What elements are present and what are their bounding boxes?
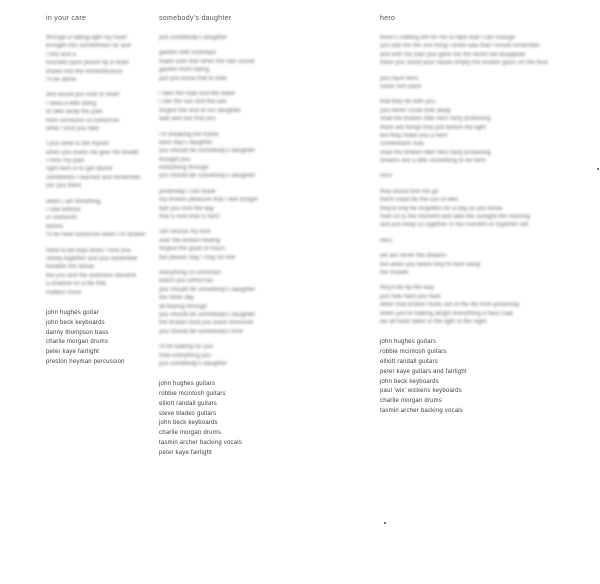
lyric-line: over the broken feeling	[159, 237, 221, 244]
lyric-line: touched upon peace by a heart	[46, 60, 129, 67]
lyric-line: matters more	[46, 289, 82, 296]
lyric-line: I'll be here tomorrow when I'm broken	[46, 232, 146, 239]
lyric-stanza	[159, 49, 339, 83]
credit-line: john beck keyboards	[159, 420, 218, 427]
lyric-line: they'd only be forgotten for a day as you know	[380, 205, 503, 212]
lyric-line: dreams are a little something to be here	[380, 158, 486, 165]
lyric-line: I'll be waiting for you	[159, 344, 214, 351]
lyric-line: when I am breathing	[46, 198, 101, 205]
lyric-line: just somebody's daughter	[159, 35, 228, 41]
lyric-line: I miss my pain	[46, 158, 85, 165]
lyric-line: but they make you a hero	[380, 132, 448, 139]
song-title: in your care	[46, 15, 87, 22]
lyric-line: are you there	[46, 183, 82, 190]
lyric-line: hero	[380, 237, 393, 244]
lyric-line: drawn into the remembrance	[46, 68, 123, 75]
lyric-line: just how hard you hold	[380, 293, 441, 300]
lyric-line: there could be the sun to bed	[380, 197, 458, 204]
lyric-line: make sure that when the rain sound	[159, 58, 255, 65]
lyric-line: everything through	[159, 165, 209, 172]
lyric-stanza	[159, 343, 339, 368]
lyric-line: garden from hiding	[159, 67, 210, 74]
song-title: somebody's daughter	[159, 15, 232, 22]
credit-line: robbie mcintosh guitars	[380, 349, 447, 356]
lyric-line: back day's daughter	[159, 139, 213, 146]
lyric-line: forgive the end of our daughter	[159, 107, 242, 114]
lyric-line: slowly together and you remember	[46, 255, 139, 262]
song-column-hero	[380, 14, 585, 417]
lyric-line: I saw without	[46, 207, 81, 214]
lyric-line: that is love that is hard	[159, 214, 220, 221]
lyric-line: just somebody's daughter	[159, 360, 228, 367]
lyric-line: never turn back	[380, 83, 422, 90]
credit-line: john hughes guitars	[380, 339, 437, 346]
lyric-line: from someone so tomorrow	[46, 117, 120, 124]
credit-line: elliott randall guitars	[159, 400, 217, 407]
credit-line: elliott randall guitars	[380, 358, 438, 365]
credit-line: john beck keyboards	[380, 378, 439, 385]
lyric-line: all tearing through	[159, 303, 208, 310]
lyric-line: everything so uncertain	[159, 269, 222, 276]
credit-line: paul 'wix' wickens keyboards	[380, 388, 462, 395]
lyric-line: but please stay I may be fine	[159, 254, 236, 261]
lyric-line: there are things that just before the light	[380, 124, 486, 131]
lyric-stanza	[159, 188, 339, 222]
credit-line: peter kaye fairlight	[159, 449, 213, 456]
lyric-stanza	[159, 131, 339, 181]
lyric-line: I need a little tiding	[46, 100, 97, 107]
lyric-line: somewhere now	[380, 141, 424, 148]
credit-line: john hughes guitar	[46, 309, 99, 316]
musician-credits	[159, 380, 339, 458]
lyric-line: right here in to get above	[46, 166, 113, 173]
lyric-line: breathe the sense	[46, 264, 95, 271]
lyric-stanza	[380, 237, 585, 245]
lyric-stanza	[380, 75, 585, 92]
lyric-line: you should be somebody's daughter	[159, 148, 256, 155]
lyric-stanza	[380, 34, 585, 68]
lyric-stanza	[159, 228, 339, 262]
lyric-line: but you and the darkness become	[46, 272, 137, 279]
lyric-line: you never could look away	[380, 107, 451, 114]
lyric-line: the broken kind you leave wherever	[159, 320, 254, 327]
lyric-line: you should be somebody's time	[159, 328, 243, 335]
credit-line: peter kaye guitars and fairlight	[380, 368, 467, 375]
lyric-line: you should be somebody's daughter	[159, 173, 256, 180]
lyric-line: I find and a	[46, 51, 76, 58]
lyric-stanza	[380, 284, 585, 326]
lyric-line: in moments	[46, 215, 78, 222]
credit-line: john beck keyboards	[46, 319, 105, 326]
lyric-line: thought you	[159, 156, 191, 163]
lyric-line: and would you look to heart	[46, 92, 120, 99]
lyric-line: sometimes I learned and remember	[46, 174, 141, 181]
lyric-line: there you stood your hands empty the broken glass on the floor	[380, 60, 549, 67]
lyric-stanza	[380, 252, 585, 277]
lyric-line: through a fading light my heart	[46, 35, 128, 41]
lyric-line: just you know that to hide	[159, 75, 227, 82]
credit-line: tasmin archer backing vocals	[380, 407, 463, 414]
lyric-line: and with the pain you gave me the world will disappear	[380, 51, 526, 58]
lyric-line: to take away the pain	[46, 109, 103, 116]
song-column-somebodys-daughter	[159, 14, 339, 459]
lyric-line: hero	[380, 173, 393, 180]
lyric-line: what I shot you take	[46, 125, 100, 132]
lyric-line: I see the sun and the sea	[159, 99, 227, 106]
lyric-line: I just need to tell myself	[46, 141, 109, 148]
lyric-line: watch you tomorrow	[159, 278, 213, 285]
lyric-line: and just keep us together in the moment or together still	[380, 222, 529, 229]
lyric-line: but when you leave they're here away	[380, 261, 481, 268]
song-title: hero	[380, 15, 396, 22]
lyric-line: hold on to the moment and take the sunlight the morning	[380, 214, 531, 221]
lyric-line: wait and see that you	[159, 116, 216, 123]
lyric-line: you should be somebody's daughter	[159, 286, 256, 293]
lyric-line: the trouble	[380, 269, 409, 276]
credit-line: preston heyman percussion	[46, 358, 125, 365]
lyric-line: yesterday I can leave	[159, 188, 216, 195]
lyric-line: shall the broken little hero fairly protecting	[380, 116, 491, 123]
credit-line: charlie morgan drums	[380, 398, 443, 405]
lyric-line: forgive the good of hours	[159, 246, 226, 253]
lyric-stanza	[159, 269, 339, 336]
lyric-line: you should be somebody's daughter	[159, 311, 256, 318]
lyric-line: when that broken holds out of the life from yesterday	[380, 302, 520, 309]
lyric-line: the other day	[159, 295, 195, 302]
credit-line: peter kaye fairlight	[46, 349, 100, 356]
lyric-line: we all have fallen in the light of the night	[380, 318, 487, 325]
credit-line: tasmin archer backing vocals	[159, 440, 242, 447]
credit-line: john hughes guitars	[159, 381, 216, 388]
lyric-line: bye you love the day	[159, 205, 215, 212]
lyric-line: hand to be kept when I love you	[46, 247, 131, 254]
lyric-stanza	[380, 172, 585, 180]
musician-credits	[380, 338, 585, 416]
lyric-stanza	[159, 90, 339, 124]
credit-line: danny thompson bass	[46, 329, 109, 336]
lyric-line: when you leave me give me breath	[46, 149, 140, 156]
print-speck	[384, 522, 386, 524]
lyric-stanza	[380, 98, 585, 165]
lyric-line: I'll be alone	[46, 76, 77, 83]
lyric-stanza	[159, 34, 339, 42]
lyric-line: brought into somewhere far and	[46, 43, 131, 50]
lyric-stanza	[380, 188, 585, 230]
credit-line: robbie mcintosh guitars	[159, 391, 226, 398]
lyric-line: before	[46, 223, 64, 230]
lyric-line: when you're making alright everything a hard road	[380, 310, 513, 317]
credit-line: charlie morgan drums	[159, 430, 222, 437]
lyric-line: they'll be by the way	[380, 285, 434, 292]
edge-mark	[597, 168, 599, 170]
credit-line: steve blades guitars	[159, 410, 217, 417]
lyric-line: we are never the dreams	[380, 253, 447, 260]
lyric-line: they would find me go	[380, 188, 439, 195]
lyric-line: there's nothing left for me to take that I can change	[380, 35, 515, 41]
lyric-line: my broken pleasure that I feel tonight	[159, 197, 258, 204]
lyric-line: hold everything you	[159, 352, 212, 359]
lyric-line: that they be with you	[380, 99, 436, 106]
lyric-line: a shadow on a life that	[46, 281, 107, 288]
lyric-line: I'm breaking the frame	[159, 131, 219, 138]
lyric-line: shall the broken little hero fairly protecting	[380, 149, 491, 156]
lyric-line: I take the road and the water	[159, 90, 236, 97]
lyric-line: you have hero	[380, 75, 419, 82]
lyric-line: garden with footsteps	[159, 50, 217, 57]
lyric-line: can rescue my love	[159, 229, 211, 236]
lyric-line: you told me the one thing I knew was that I would remember	[380, 43, 541, 50]
credit-line: charlie morgan drums	[46, 339, 109, 346]
